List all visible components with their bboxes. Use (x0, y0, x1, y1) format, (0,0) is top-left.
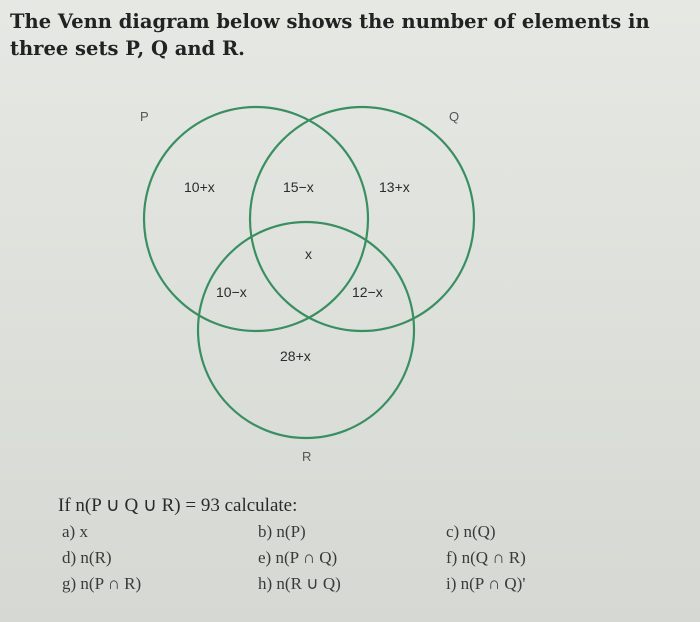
question-part-f: f) n(Q ∩ R) (446, 548, 526, 567)
region-r-only: 28+x (280, 348, 311, 364)
question-header: If n(P ∪ Q ∪ R) = 93 calculate: (58, 495, 298, 516)
region-p-and-q: 15−x (283, 179, 314, 195)
title-line-2: three sets P, Q and R. (10, 37, 245, 60)
set-label-q: Q (449, 109, 460, 124)
set-label-r: R (302, 449, 312, 464)
region-p-and-r: 10−x (216, 284, 247, 300)
question-part-c: c) n(Q) (446, 522, 496, 541)
question-part-i: i) n(P ∩ Q)' (446, 574, 526, 593)
region-p-only: 10+x (184, 179, 215, 195)
region-center: x (305, 246, 312, 262)
question-part-h: h) n(R ∪ Q) (258, 574, 341, 593)
circle-p (144, 107, 368, 331)
set-label-p: P (140, 109, 149, 124)
question-part-g: g) n(P ∩ R) (62, 574, 142, 593)
question-part-e: e) n(P ∩ Q) (258, 548, 338, 567)
region-q-only: 13+x (379, 179, 410, 195)
question-part-b: b) n(P) (258, 522, 306, 541)
question-part-d: d) n(R) (62, 548, 112, 567)
region-q-and-r: 12−x (352, 284, 383, 300)
question-part-a: a) x (62, 522, 88, 541)
title-line-1: The Venn diagram below shows the number of elements in (10, 10, 650, 33)
